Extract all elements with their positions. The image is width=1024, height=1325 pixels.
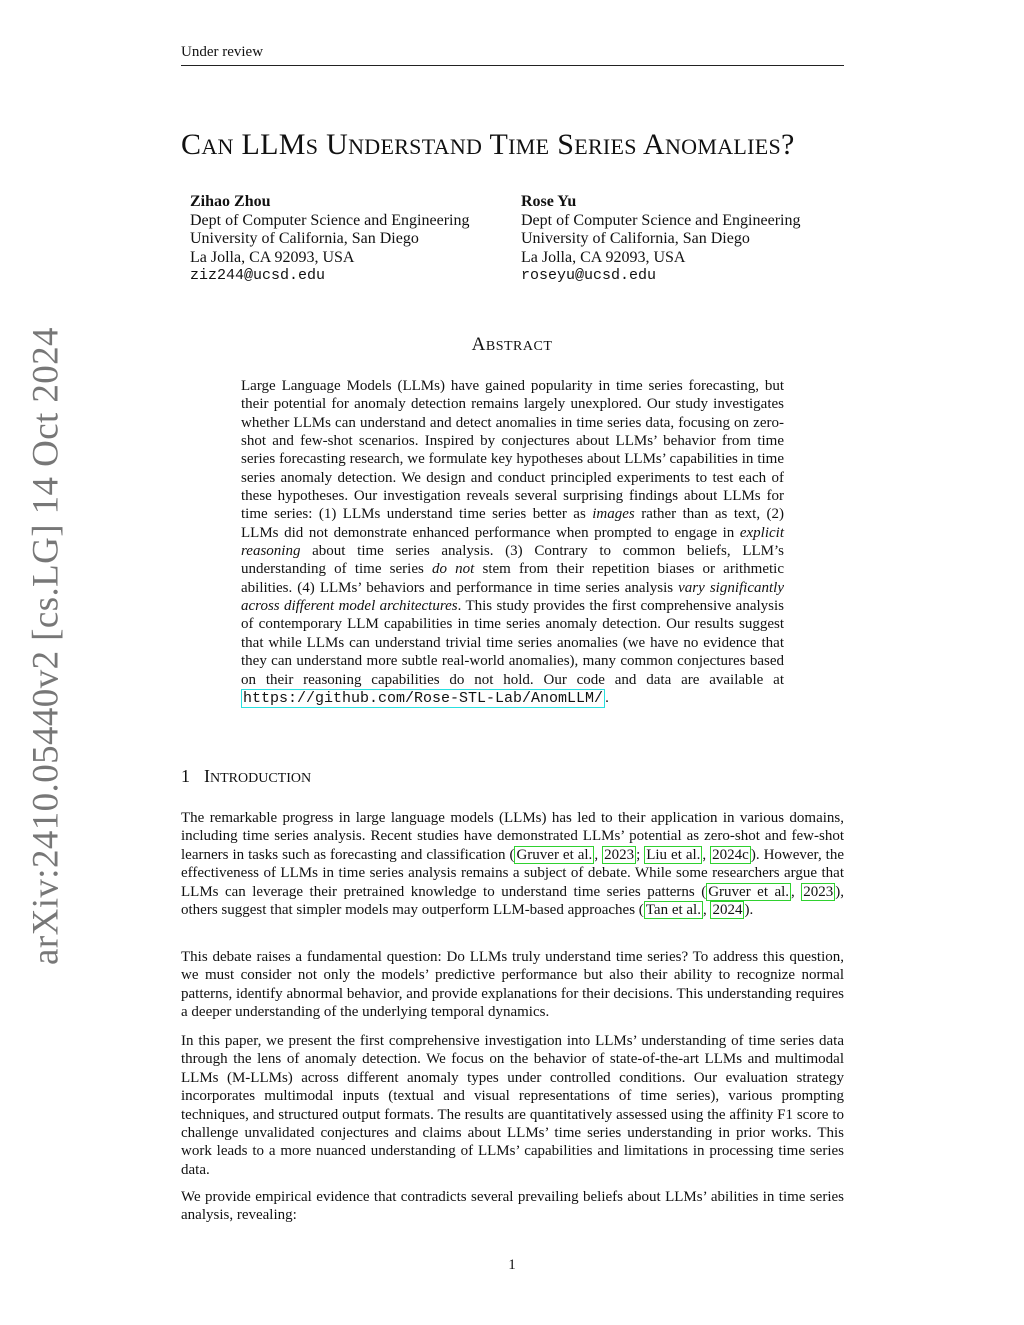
author-block-2 xyxy=(521,193,800,286)
running-head: Under review xyxy=(181,44,264,60)
code-repository-link[interactable]: https://github.com/Rose-STL-Lab/AnomLLM/ xyxy=(243,689,604,707)
citation-link[interactable]: 2024 xyxy=(712,902,743,919)
citation-link[interactable]: 2023 xyxy=(803,883,834,900)
intro-paragraph-2: This debate raises a fundamental question: Do LLMs truly understand time series? To address this question, we must consider not only the models’ predictive performance but also their ability to recognize normal patterns, identify abnormal behavior, and provide explanations for their decisions. This understanding requires a deeper understanding of the underlying temporal dynamics. xyxy=(181,949,844,1021)
author-email[interactable]: ziz244@ucsd.edu xyxy=(190,267,326,285)
citation-link[interactable]: Liu et al. xyxy=(646,846,701,863)
title-word: ANOMALIES? xyxy=(642,128,795,161)
title-word: SERIES xyxy=(557,128,637,161)
citation-link[interactable]: 2024c xyxy=(712,846,749,863)
intro-paragraph-4: We provide empirical evidence that contradicts several prevailing beliefs about LLMs’ abilities in time series analysis, revealing: xyxy=(181,1189,844,1224)
page-number: 1 xyxy=(508,1257,516,1273)
intro-paragraph-1: The remarkable progress in large language models (LLMs) has led to their application in various domains, including time series analysis. Recent studies have demonstrated LLMs’ potential as zero-shot and few-shot learners in tasks such as forecasting and classification ( Gruver et al. , 2023 ; Liu et al. , 2024c ). However, the effectiveness of LLMs in time series analysis remains a subject of debate. While some researchers argue that LLMs can leverage their pretrained knowledge to understand time series patterns ( Gruver et al. , 2023 ), others suggest that simpler models may outperform LLM-based approaches ( Tan et al. , 2024 ). xyxy=(181,810,845,919)
title-word: LLMS xyxy=(241,128,319,161)
header-rule xyxy=(181,65,844,66)
author-name: Rose Yu xyxy=(521,193,577,210)
author-address: La Jolla, CA 92093, USA xyxy=(190,248,355,266)
author-block-1 xyxy=(190,193,469,286)
title-word: CAN xyxy=(181,128,234,161)
author-university: University of California, San Diego xyxy=(521,230,750,248)
author-dept: Dept of Computer Science and Engineering xyxy=(521,211,801,229)
abstract-heading: ABSTRACT xyxy=(471,334,553,355)
intro-paragraph-3: In this paper, we present the first comprehensive investigation into LLMs’ understanding of time series data through the lens of anomaly detection. We focus on the behavior of state-of-the-art LLMs and multimodal LLMs (M-LLMs) across different anomaly types under controlled conditions. Our evaluation strategy incorporates multimodal inputs (textual and visual representations of time series), various prompting techniques, and structured output formats. The results are quantitatively assessed using the affinity F1 score to challenge unvalidated conjectures and claims about LLMs’ time series understanding in prior works. This work leads to a more nuanced understanding of LLMs’ capabilities and limitations in processing time series data. xyxy=(181,1033,844,1178)
citation-link[interactable]: Gruver et al. xyxy=(708,883,790,900)
citation-link[interactable]: Tan et al. xyxy=(645,902,701,919)
arxiv-identifier: arXiv:2410.05440v2 [cs.LG] 14 Oct 2024 xyxy=(25,327,67,965)
citation-link[interactable]: Gruver et al. xyxy=(516,846,593,863)
title-word: TIME xyxy=(489,128,550,161)
author-email[interactable]: roseyu@ucsd.edu xyxy=(521,267,657,285)
author-university: University of California, San Diego xyxy=(190,230,419,248)
title-word: UNDERSTAND xyxy=(326,128,483,161)
abstract-text: Large Language Models (LLMs) have gained popularity in time series forecasting, but their potential for anomaly detection remains largely unexplored. Our study investigates whether LLMs can understand and detect anomalies in time series data, focusing on zero-shot and few-shot scenarios. Inspired by conjectures about LLMs’ behavior from time series forecasting research, we formulate key hypotheses about LLMs’ capabilities in time series anomaly detection. We design and conduct principled experiments to test each of these hypotheses. Our investigation reveals several surprising findings about LLMs for time series: (1) LLMs understand time series better as images rather than as text, (2) LLMs did not demonstrate enhanced performance when prompted to engage in explicit reasoning about time series analysis. (3) Contrary to common beliefs, LLM’s understanding of time series do not stem from their repetition biases or arithmetic abilities. (4) LLMs’ behaviors and performance in time series analysis vary significantly across different model architectures. This study provides the first comprehensive analysis of contemporary LLM capabilities in time series anomaly detection. Our results suggest that while LLMs can understand trivial time series anomalies (we have no evidence that they can understand more subtle real-world anomalies), many common conjectures based on their reasoning capabilities do not hold. Our code and data are available at https://github.com/Rose-STL-Lab/AnomLLM/ . xyxy=(241,378,784,707)
citation-link[interactable]: 2023 xyxy=(604,846,635,863)
section-heading-introduction: 1 INTRODUCTION xyxy=(181,766,312,786)
author-name: Zihao Zhou xyxy=(190,193,271,210)
author-dept: Dept of Computer Science and Engineering xyxy=(190,211,470,229)
author-address: La Jolla, CA 92093, USA xyxy=(521,248,686,266)
paper-title xyxy=(181,128,881,162)
